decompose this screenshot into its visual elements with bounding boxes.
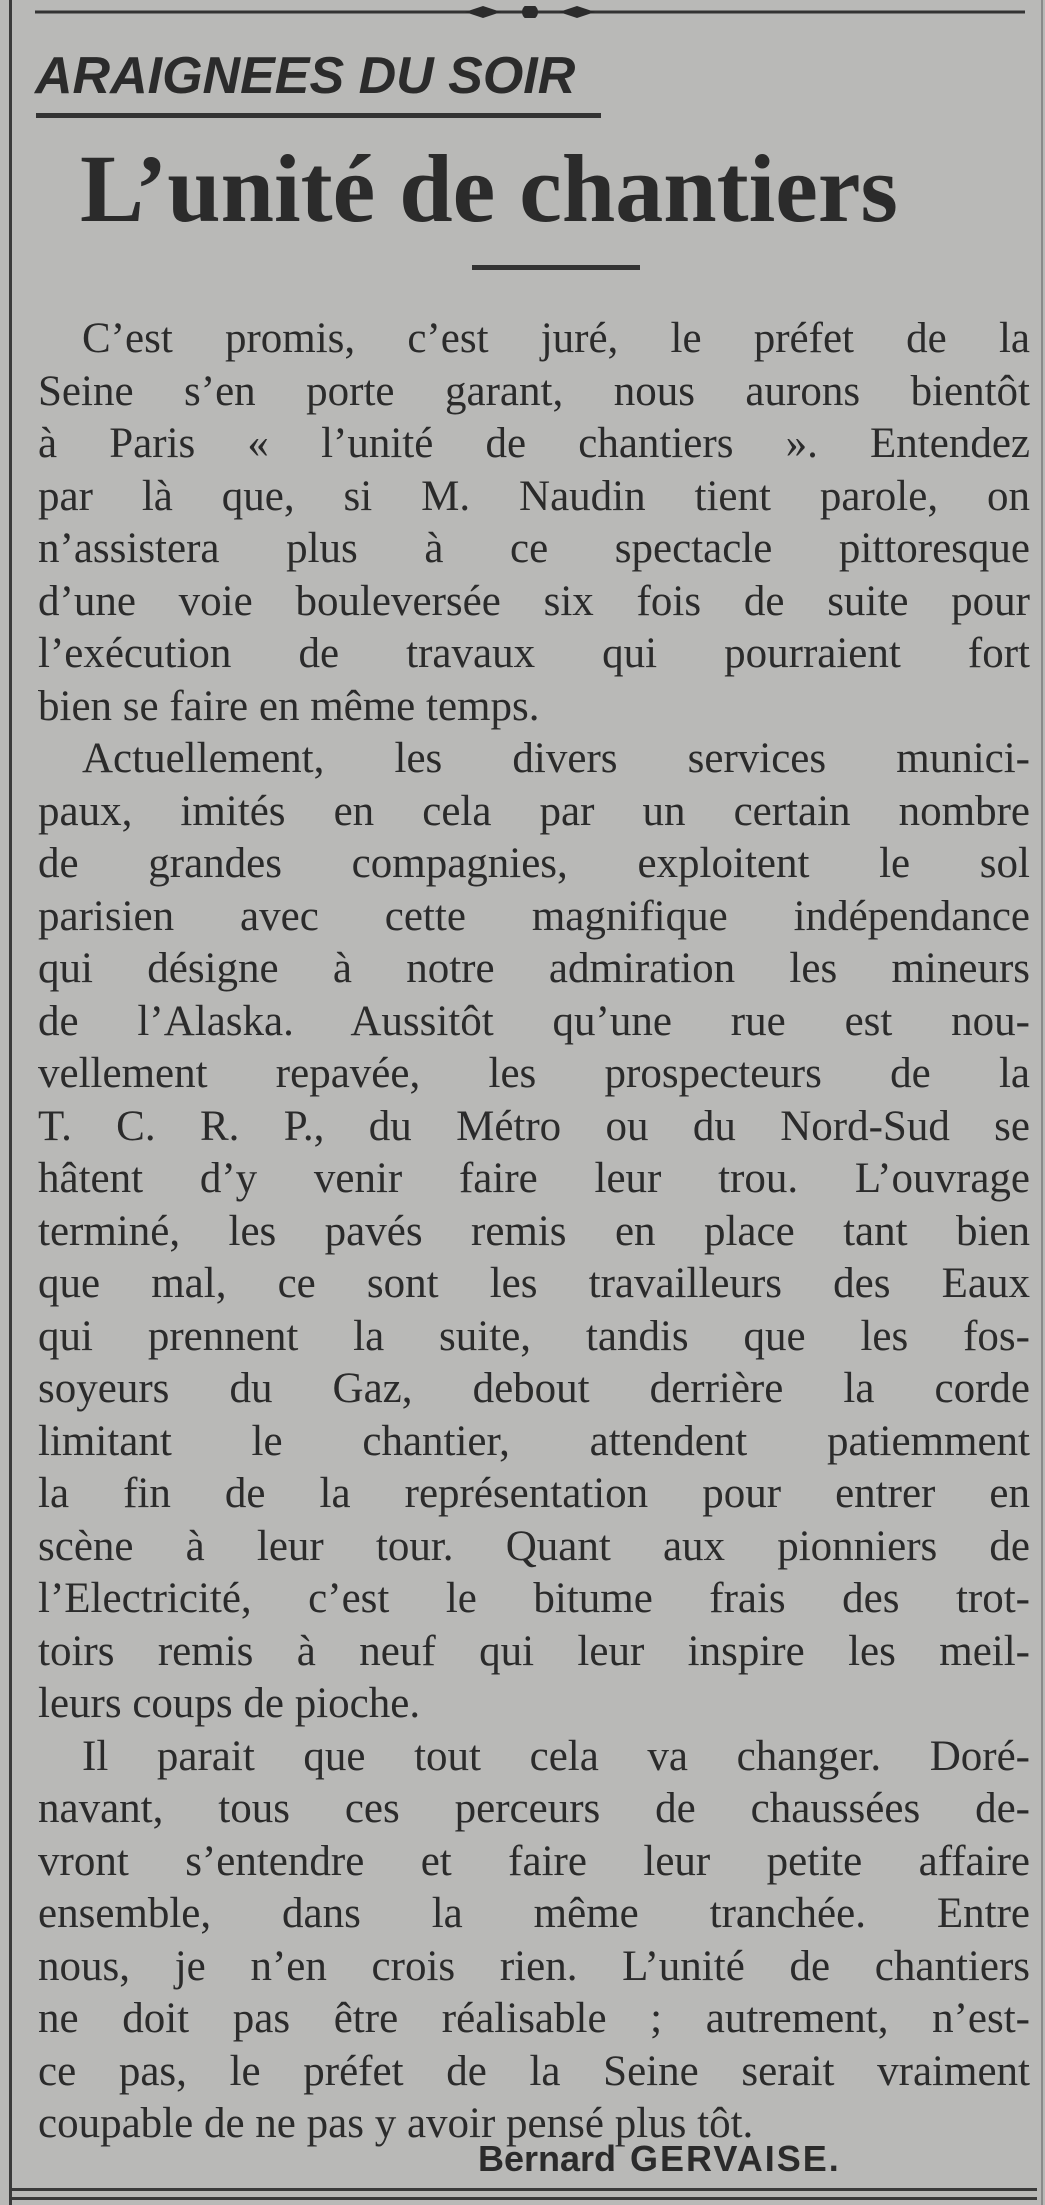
text-line: l’Electricité, c’est le bitume frais des trot- bbox=[38, 1575, 1030, 1622]
text-line: terminé, les pavés remis en place tant bien bbox=[38, 1207, 1030, 1255]
text-line: de l’Alaska. Aussitôt qu’une rue est nou- bbox=[38, 997, 1030, 1045]
text-line: qui désigne à notre admiration les mineurs bbox=[38, 945, 1030, 992]
text-line: bien se faire en même temps. bbox=[38, 682, 540, 730]
text-line: nous, je n’en crois rien. L’unité de chantiers bbox=[38, 1942, 1030, 1990]
article-body bbox=[38, 313, 1030, 2151]
text-line: toirs remis à neuf qui leur inspire les meil- bbox=[38, 1627, 1030, 1675]
text-line: n’assistera plus à ce spectacle pittoresque bbox=[38, 525, 1030, 572]
byline bbox=[478, 2138, 841, 2180]
text-line: par là que, si M. Naudin tient parole, on bbox=[38, 472, 1030, 520]
kicker-underline bbox=[36, 113, 601, 118]
text-line: Il parait que tout cela va changer. Doré- bbox=[82, 1732, 1030, 1780]
text-line: ensemble, dans la même tranchée. Entre bbox=[38, 1890, 1030, 1937]
byline-surname: GERVAISE. bbox=[630, 2138, 841, 2179]
text-line: limitant le chantier, attendent patiemment bbox=[38, 1417, 1030, 1465]
text-line: scène à leur tour. Quant aux pionniers de bbox=[38, 1522, 1030, 1570]
text-line: ne doit pas être réalisable ; autrement, n’est- bbox=[38, 1995, 1030, 2042]
section-kicker: ARAIGNEES DU SOIR bbox=[35, 47, 576, 105]
text-line: la fin de la représentation pour entrer en bbox=[38, 1470, 1030, 1517]
article-headline: L’unité de chantiers bbox=[80, 135, 898, 242]
headline-divider bbox=[472, 265, 640, 270]
text-line: parisien avec cette magnifique indépendance bbox=[38, 892, 1030, 940]
text-line: ce pas, le préfet de la Seine serait vraiment bbox=[38, 2047, 1030, 2095]
text-line: coupable de ne pas y avoir pensé plus tôt. bbox=[38, 2100, 754, 2147]
text-line: Seine s’en porte garant, nous aurons bientôt bbox=[38, 367, 1030, 415]
text-line: qui prennent la suite, tandis que les fos- bbox=[38, 1312, 1030, 1360]
bottom-rule bbox=[12, 2188, 1037, 2191]
text-line: vront s’entendre et faire leur petite affaire bbox=[38, 1837, 1030, 1885]
text-line: à Paris « l’unité de chantiers ». Entendez bbox=[38, 420, 1030, 467]
text-line: T. C. R. P., du Métro ou du Nord-Sud se bbox=[38, 1102, 1030, 1150]
text-line: de grandes compagnies, exploitent le sol bbox=[38, 840, 1030, 887]
text-line: hâtent d’y venir faire leur trou. L’ouvrage bbox=[38, 1155, 1030, 1202]
paragraph bbox=[38, 733, 1030, 1731]
text-line: soyeurs du Gaz, debout derrière la corde bbox=[38, 1365, 1030, 1412]
text-line: Actuellement, les divers services munici- bbox=[82, 735, 1030, 782]
text-line: paux, imités en cela par un certain nombre bbox=[38, 787, 1030, 835]
text-line: que mal, ce sont les travailleurs des Eaux bbox=[38, 1260, 1030, 1307]
bottom-rule bbox=[12, 2197, 1037, 2200]
ornament-rule-icon bbox=[35, 6, 1025, 18]
byline-first-name: Bernard bbox=[478, 2138, 617, 2179]
column-border-left bbox=[9, 0, 12, 2205]
text-line: C’est promis, c’est juré, le préfet de la bbox=[82, 315, 1030, 362]
text-line: vellement repavée, les prospecteurs de la bbox=[38, 1050, 1030, 1097]
paragraph bbox=[38, 313, 1030, 733]
text-line: l’exécution de travaux qui pourraient fort bbox=[38, 630, 1030, 677]
paragraph bbox=[38, 1731, 1030, 2151]
text-line: navant, tous ces perceurs de chaussées de- bbox=[38, 1785, 1030, 1832]
column-border-right bbox=[1041, 0, 1043, 2205]
text-line: d’une voie bouleversée six fois de suite pour bbox=[38, 577, 1030, 625]
text-line: leurs coups de pioche. bbox=[38, 1680, 421, 1727]
